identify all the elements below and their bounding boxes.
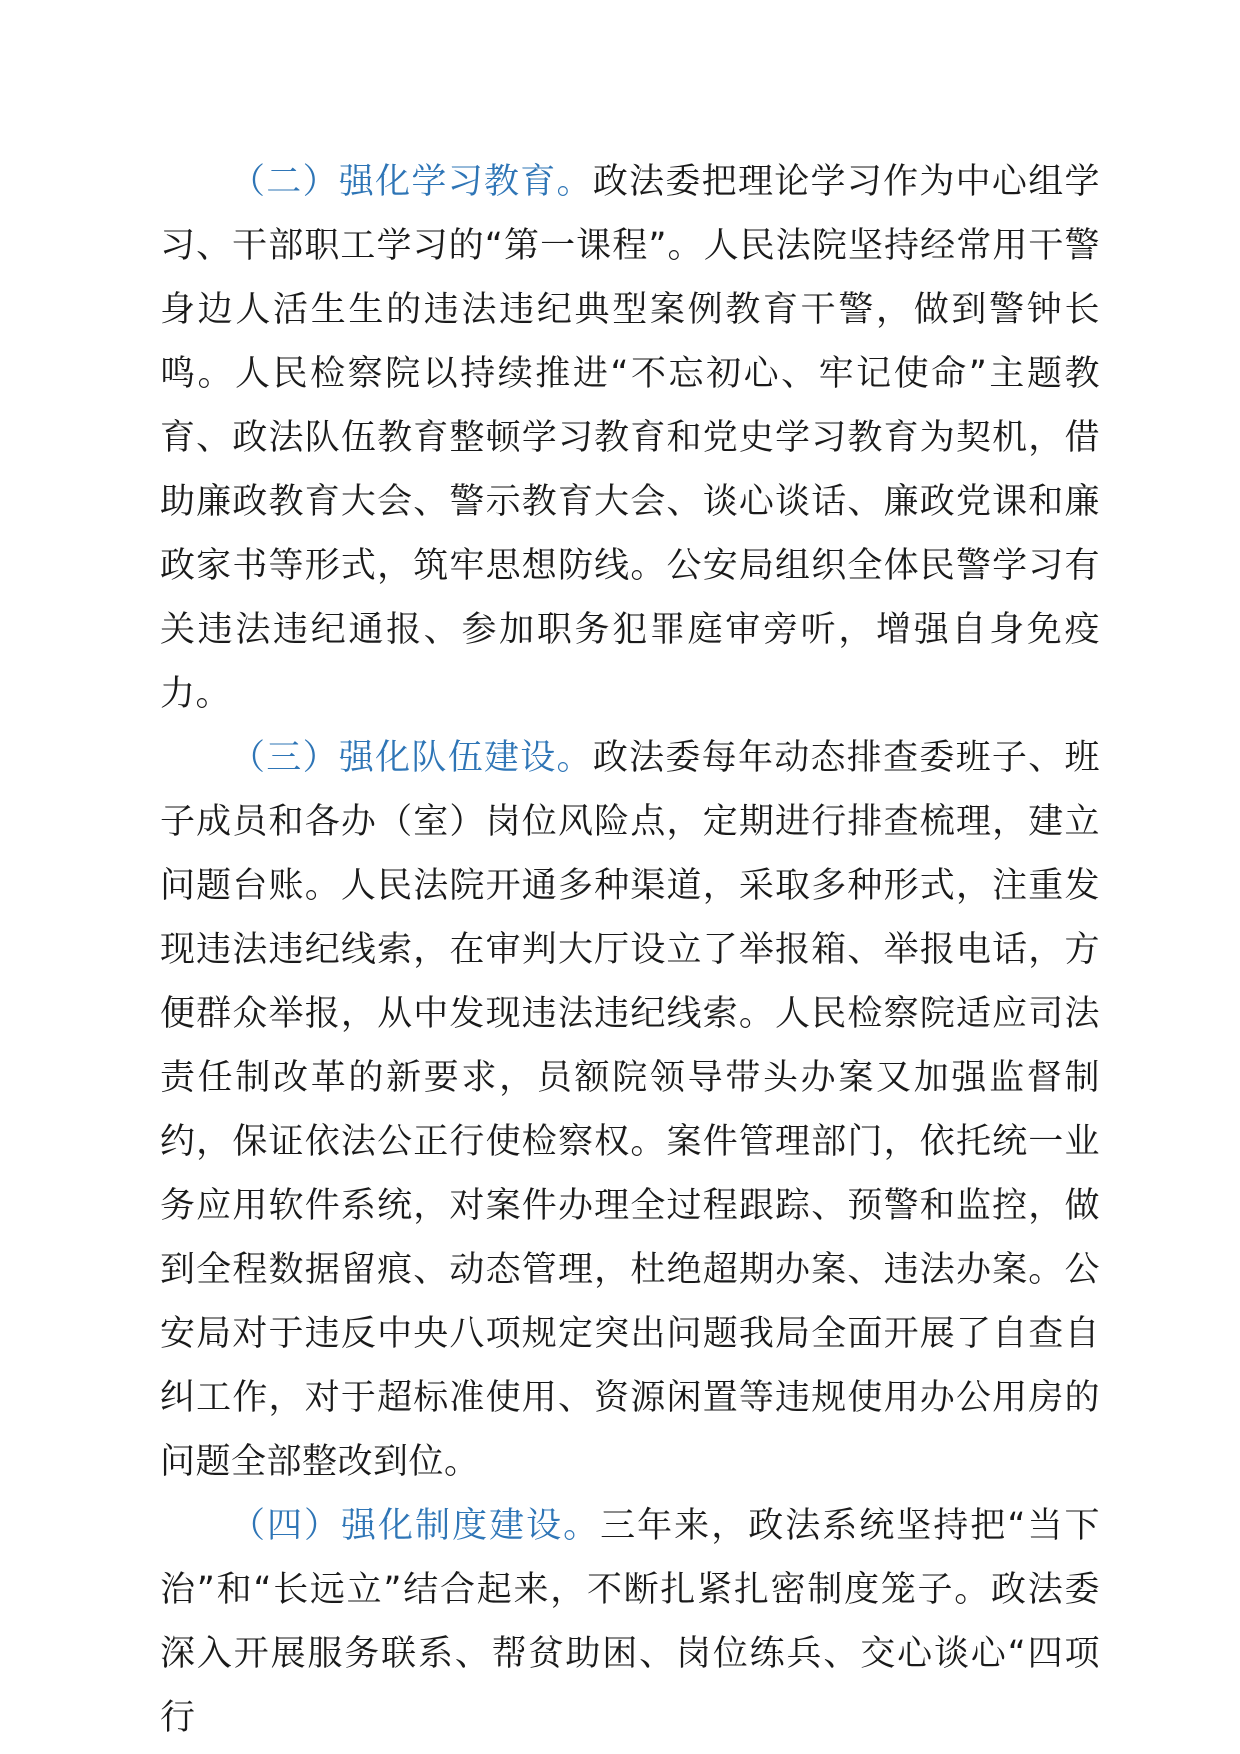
paragraph-team-building — [160, 726, 1100, 1494]
section-heading: （三）强化队伍建设。 — [230, 738, 593, 778]
paragraph-system-building — [160, 1494, 1100, 1750]
section-heading: （四）强化制度建设。 — [230, 1506, 601, 1546]
paragraph-body: 政法委每年动态排查委班子、班子成员和各办（室）岗位风险点，定期进行排查梳理，建立问题台账。人民法院开通多种渠道，采取多种形式，注重发现违法违纪线索，在审判大厅设立了举报箱、举报电话，方便群众举报，从中发现违法违纪线索。人民检察院适应司法责任制改革的新要求，员额院领导带头办案又加强监督制约，保证依法公正行使检察权。案件管理部门，依托统一业务应用软件系统，对案件办理全过程跟踪、预警和监控，做到全程数据留痕、动态管理，杜绝超期办案、违法办案。公安局对于违反中央八项规定突出问题我局全面开展了自查自纠工作，对于超标准使用、资源闲置等违规使用办公用房的问题全部整改到位。 — [160, 738, 1100, 1482]
paragraph-body: 三年来，政法系统坚持把“当下治”和“长远立”结合起来，不断扎紧扎密制度笼子。政法委深入开展服务联系、帮贫助困、岗位练兵、交心谈心“四项行 — [160, 1506, 1100, 1738]
section-heading: （二）强化学习教育。 — [230, 162, 593, 202]
paragraph-body: 政法委把理论学习作为中心组学习、干部职工学习的“第一课程”。人民法院坚持经常用干警身边人活生生的违法违纪典型案例教育干警，做到警钟长鸣。人民检察院以持续推进“不忘初心、牢记使命”主题教育、政法队伍教育整顿学习教育和党史学习教育为契机，借助廉政教育大会、警示教育大会、谈心谈话、廉政党课和廉政家书等形式，筑牢思想防线。公安局组织全体民警学习有关违法违纪通报、参加职务犯罪庭审旁听，增强自身免疫力。 — [160, 162, 1100, 714]
paragraph-study-education — [160, 150, 1100, 726]
